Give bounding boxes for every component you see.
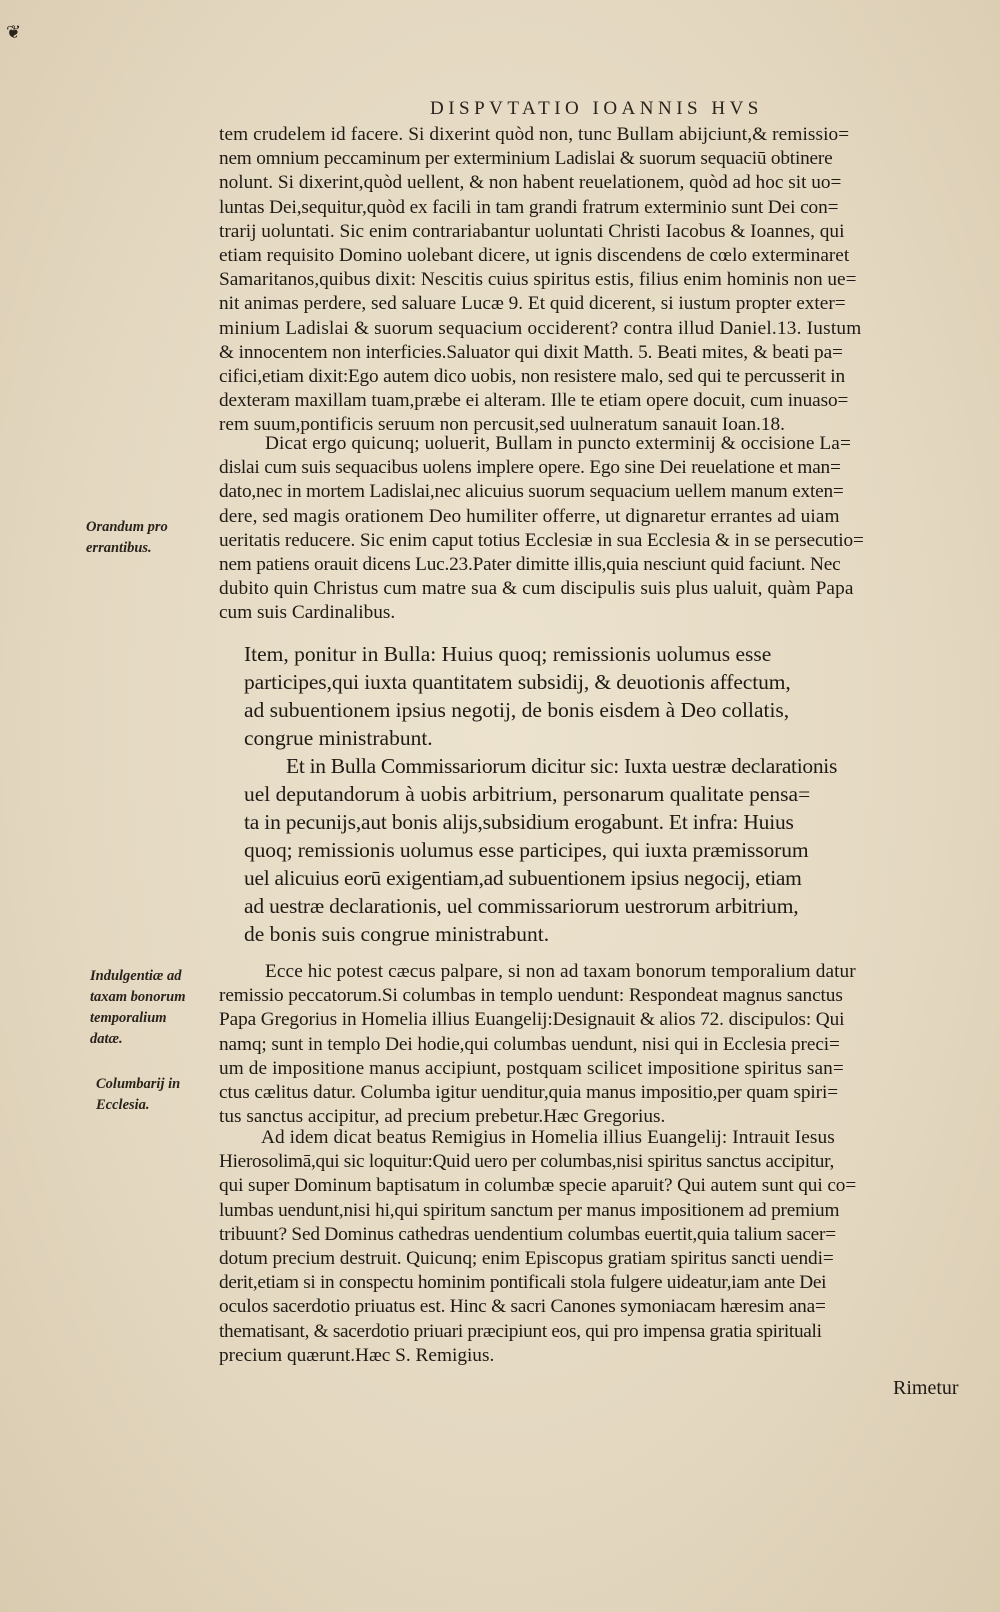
text-line: de bonis suis congrue ministrabunt. bbox=[244, 922, 550, 946]
margin-note-line: datæ. bbox=[90, 1031, 123, 1047]
text-line: ad subuentionem ipsius negotij, de bonis eisdem à Deo collatis, bbox=[244, 698, 790, 722]
margin-note-line: Ecclesia. bbox=[96, 1097, 150, 1113]
text-line: dubito quin Christus cum matre sua & cum discipulis suis plus ualuit, quàm Papa bbox=[219, 578, 854, 600]
paragraph-1 bbox=[219, 123, 974, 438]
text-line: dere, sed magis orationem Deo humiliter offerre, ut dignaretur errantes ad uiam bbox=[219, 505, 840, 527]
text-line: dislai cum suis sequacibus uolens implere opere. Ego sine Dei reuelatione et man= bbox=[219, 457, 841, 479]
text-line: nolunt. Si dixerint,quòd uellent, & non habent reuelationem, quòd ad hoc sit uo= bbox=[219, 172, 842, 194]
text-line: nem omnium peccaminum per exterminium Ladislai & suorum sequaciū obtinere bbox=[219, 148, 833, 170]
text-line: dexteram maxillam tuam,præbe ei alteram. Ille te etiam opere docuit, cum inuaso= bbox=[219, 390, 849, 412]
text-line: participes,qui iuxta quantitatem subsidij, & deuotionis affectum, bbox=[244, 670, 791, 694]
text-line: cum suis Cardinalibus. bbox=[219, 602, 396, 624]
text-line: ctus cælitus datur. Columba igitur uenditur,quia manus impositio,per quam spiri= bbox=[219, 1082, 839, 1104]
margin-note-indulgentiae bbox=[90, 966, 185, 1050]
margin-note-line: temporalium bbox=[90, 1010, 167, 1026]
text-line: nit animas perdere, sed saluare Lucæ 9. Et quid dicerent, si iustum propter exter= bbox=[219, 293, 846, 315]
text-line: oculos sacerdotio priuatus est. Hinc & sacri Canones symoniacam hæresim ana= bbox=[219, 1296, 826, 1318]
text-line: Ecce hic potest cæcus palpare, si non ad taxam bonorum temporalium datur bbox=[265, 961, 856, 982]
text-line: dato,nec in mortem Ladislai,nec alicuius suorum sequacium uellem manum exten= bbox=[219, 481, 844, 503]
margin-note-orandum bbox=[86, 517, 168, 559]
margin-note-line: Columbarij in bbox=[96, 1076, 181, 1092]
bulla-quotation bbox=[244, 640, 956, 948]
text-line: Ad idem dicat beatus Remigius in Homelia illius Euangelij: Intrauit Iesus bbox=[261, 1127, 835, 1148]
paragraph-gregorius bbox=[219, 960, 974, 1129]
margin-note-line: errantibus. bbox=[86, 540, 152, 556]
text-line: Dicat ergo quicunq; uoluerit, Bullam in puncto exterminij & occisione La= bbox=[265, 433, 851, 454]
text-line: Et in Bulla Commissariorum dicitur sic: Iuxta uestræ declarationis bbox=[286, 754, 838, 778]
text-line: cifici,etiam dixit:Ego autem dico uobis, non resistere malo, sed qui te percusserit in bbox=[219, 366, 845, 388]
text-line: ueritatis reducere. Sic enim caput totius Ecclesiæ in sua Ecclesia & in se persecutio= bbox=[219, 529, 864, 551]
text-line: rem suum,pontificis seruum non percusit,sed uulneratum sanauit Ioan.18. bbox=[219, 414, 786, 436]
text-line: quoq; remissionis uolumus esse participes, qui iuxta præmissorum bbox=[244, 838, 809, 862]
text-line: Item, ponitur in Bulla: Huius quoq; remissionis uolumus esse bbox=[244, 642, 772, 666]
text-line: luntas Dei,sequitur,quòd ex facili in tam grandi fratrum exterminio sunt Dei con= bbox=[219, 196, 839, 218]
text-line: Samaritanos,quibus dixit: Nescitis cuius spiritus estis, filius enim hominis non ue= bbox=[219, 269, 857, 291]
text-line: dotum precium destruit. Quicunq; enim Episcopus gratiam spiritus sancti uendi= bbox=[219, 1248, 834, 1270]
text-line: minium Ladislai & suorum sequacium occiderent? contra illud Daniel.13. Iustum bbox=[219, 317, 862, 339]
text-line: precium quærunt.Hæc S. Remigius. bbox=[219, 1344, 495, 1366]
text-line: uel alicuius eorū exigentiam,ad subuentionem ipsius negocij, etiam bbox=[244, 866, 802, 890]
text-line: derit,etiam si in conspectu hominim pontificali stola fulgere uideatur,iam ante Dei bbox=[219, 1272, 827, 1294]
text-line: namq; sunt in templo Dei hodie,qui columbas uendunt, nisi qui in Ecclesia preci= bbox=[219, 1033, 840, 1055]
text-line: um de impositione manus accipiunt, postquam scilicet impositione spiritus san= bbox=[219, 1057, 844, 1079]
text-line: Hierosolimā,qui sic loquitur:Quid uero per columbas,nisi spiritus sanctus accipitur, bbox=[219, 1151, 835, 1173]
paragraph-remigius bbox=[219, 1126, 974, 1368]
corner-ornament: ❦ bbox=[6, 22, 22, 42]
catchword: Rimetur bbox=[893, 1377, 959, 1399]
margin-note-line: taxam bonorum bbox=[90, 989, 186, 1005]
text-line: Papa Gregorius in Homelia illius Euangelij:Designauit & alios 72. discipulos: Qui bbox=[219, 1009, 845, 1031]
text-line: qui super Dominum baptisatum in columbæ specie aparuit? Qui autem sunt qui co= bbox=[219, 1175, 857, 1197]
text-line: nem patiens orauit dicens Luc.23.Pater dimitte illis,quia nesciunt quid faciunt. Nec bbox=[219, 554, 841, 576]
text-line: ta in pecunijs,aut bonis alijs,subsidium erogabunt. Et infra: Huius bbox=[244, 810, 794, 834]
margin-note-columbarij bbox=[96, 1074, 180, 1116]
text-line: & innocentem non interficies.Saluator qui dixit Matth. 5. Beati mites, & beati pa= bbox=[219, 341, 843, 363]
text-line: tribuunt? Sed Dominus cathedras uendentium columbas euertit,quia talium sacer= bbox=[219, 1223, 836, 1245]
text-line: trarij uoluntati. Sic enim contrariabantur uoluntati Christi Iacobus & Ioannes, qui bbox=[219, 220, 845, 242]
text-line: etiam requisito Domino uolebant dicere, ut ignis discendens de cœlo exterminaret bbox=[219, 245, 850, 267]
text-line: remissio peccatorum.Si columbas in templo uendunt: Respondeat magnus sanctus bbox=[219, 985, 843, 1007]
text-line: thematisant, & sacerdotio priuari præcipiunt eos, qui pro impensa gratia spirituali bbox=[219, 1320, 822, 1342]
running-head: DISPVTATIO IOANNIS HVS bbox=[430, 98, 763, 119]
text-line: congrue ministrabunt. bbox=[244, 726, 433, 750]
margin-note-line: Orandum pro bbox=[86, 519, 168, 535]
margin-note-line: Indulgentiæ ad bbox=[90, 968, 182, 984]
text-line: ad uestræ declarationis, uel commissariorum uestrorum arbitrium, bbox=[244, 894, 799, 918]
text-line: tus sanctus accipitur, ad precium prebetur.Hæc Gregorius. bbox=[219, 1106, 666, 1128]
text-line: uel deputandorum à uobis arbitrium, personarum qualitate pensa= bbox=[244, 782, 811, 806]
paragraph-2 bbox=[219, 432, 974, 626]
text-line: tem crudelem id facere. Si dixerint quòd non, tunc Bullam abijciunt,& remissio= bbox=[219, 124, 850, 145]
text-line: lumbas uendunt,nisi hi,qui spiritum sanctum per manus impositionem ad premium bbox=[219, 1199, 840, 1221]
